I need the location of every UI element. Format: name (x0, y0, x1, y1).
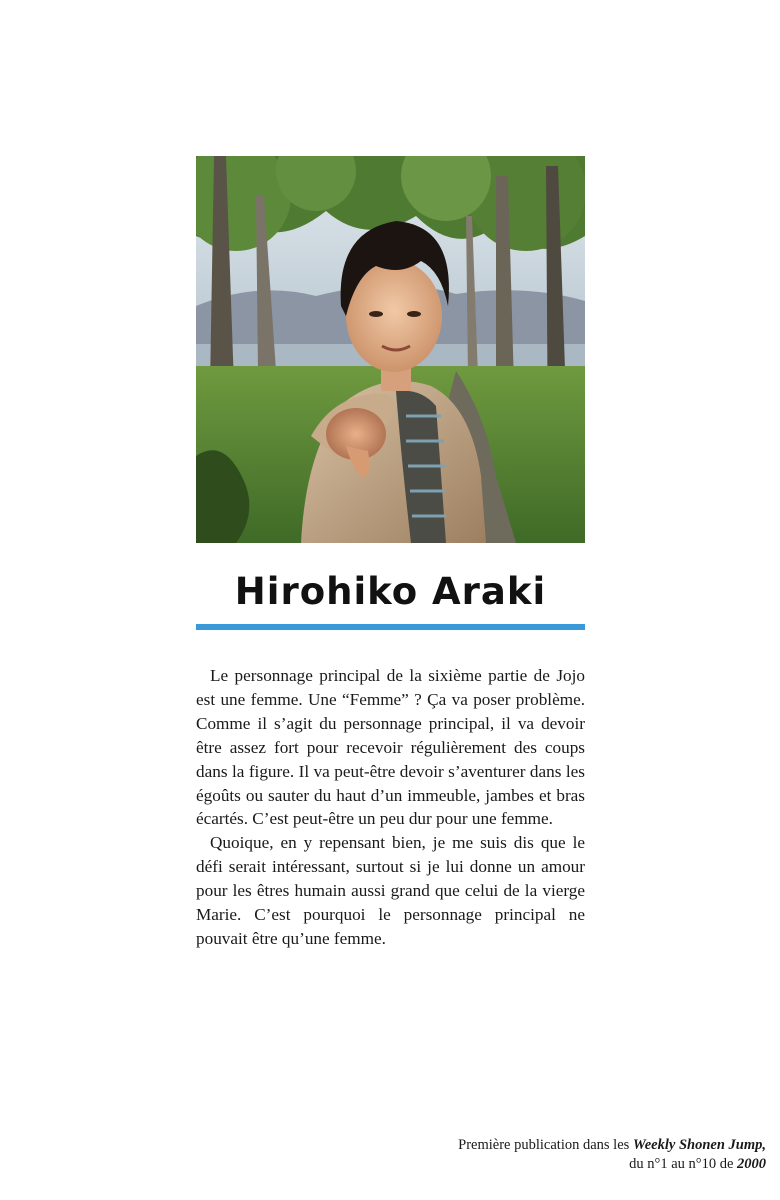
credits-prefix: Première publication dans les (458, 1137, 633, 1153)
author-photo (196, 156, 585, 543)
credits-line-1 (458, 1136, 766, 1155)
publication-year: 2000 (737, 1156, 766, 1172)
issue-range: du n°1 au n°10 de (629, 1156, 737, 1172)
accent-divider (196, 624, 585, 630)
magazine-title: Weekly Shonen Jump, (632, 1137, 766, 1153)
author-photo-image (196, 156, 585, 543)
commentary-paragraph-2: Quoique, en y repensant bien, je me suis dis que le défi serait intéressant, surtout si je lui donne un amour pour les êtres humain aussi grand que celui de la vierge Marie. C’est pourquoi le personnage principal ne pouvait être qu’une femme. (196, 833, 585, 948)
credits-line-2 (458, 1155, 766, 1174)
author-name: Hirohiko Araki (234, 570, 547, 613)
author-commentary (196, 664, 585, 951)
publication-credits (458, 1136, 766, 1174)
commentary-paragraph-1: Le personnage principal de la sixième partie de Jojo est une femme. Une “Femme” ? Ça va poser problème. Comme il s’agit du personnage principal, il va devoir être assez fort pour recevoir régulièrement des coups dans la figure. Il va peut-être devoir s’aventurer dans les égoûts ou sauter du haut d’un immeuble, jambes et bras écartés. C’est peut-être un peu dur pour une femme. (196, 666, 585, 829)
